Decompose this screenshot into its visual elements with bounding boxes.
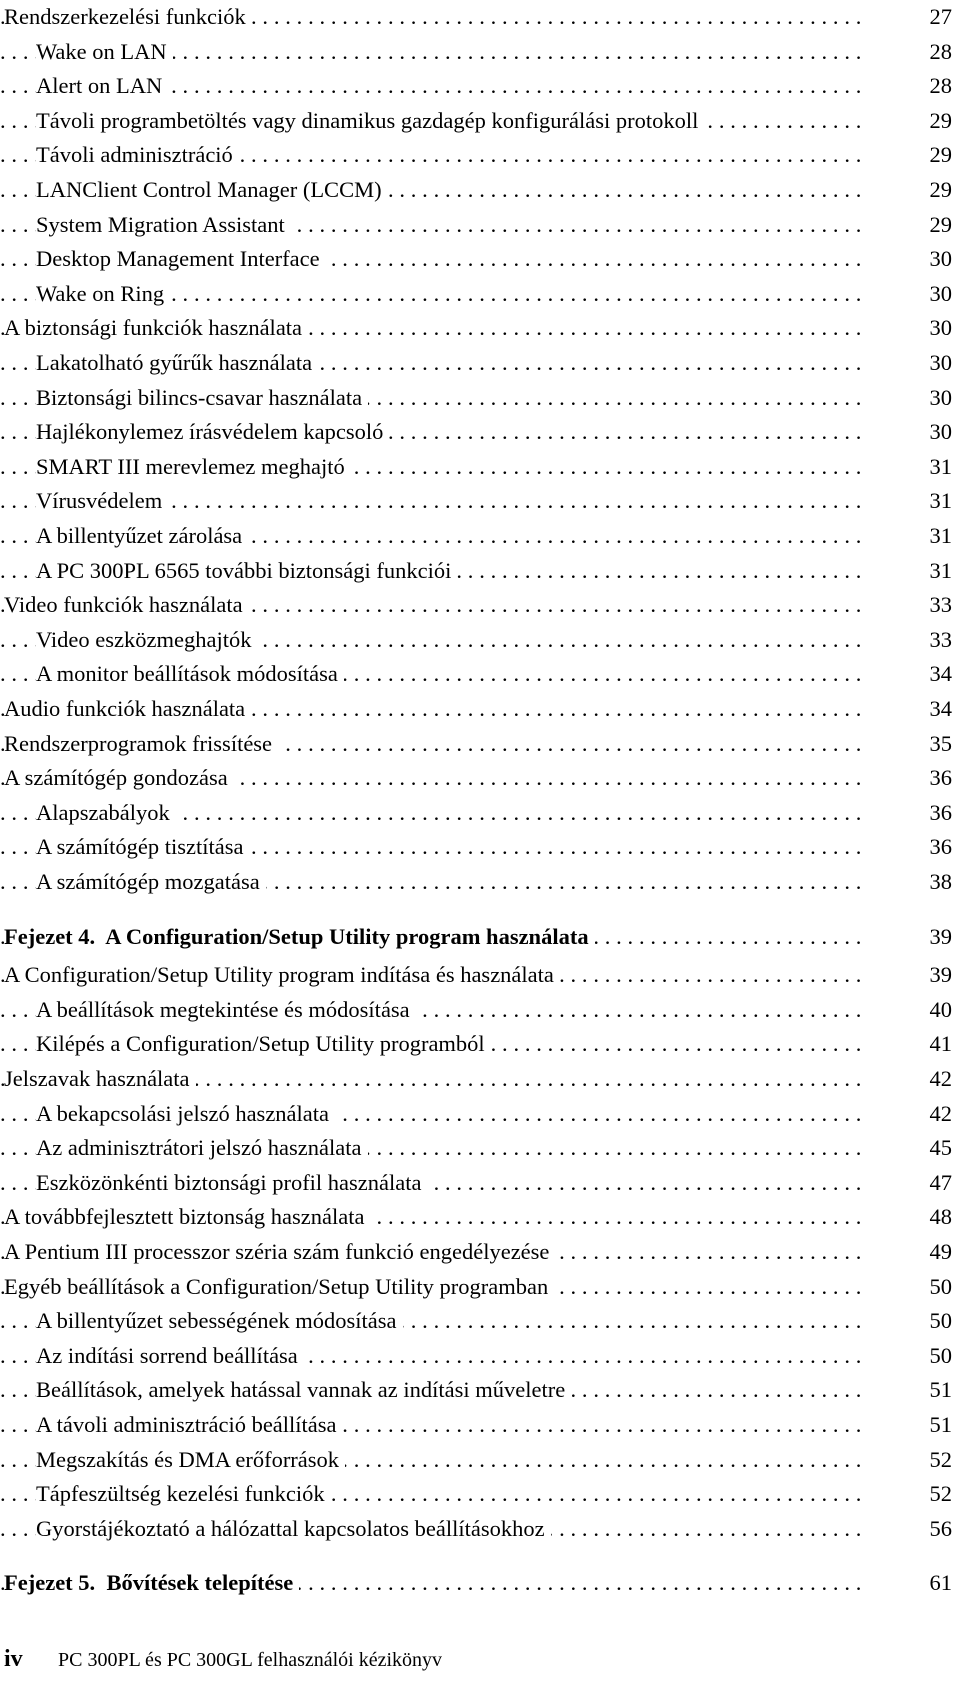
toc-entry-title — [4, 1566, 299, 1600]
toc-entry-page-number: 30 — [929, 246, 952, 272]
toc-entry[interactable] — [0, 1512, 960, 1546]
toc-entry-title: Egyéb beállítások a Configuration/Setup Utility programban — [4, 1270, 554, 1304]
toc-entry-title: Rendszerprogramok frissítése — [4, 727, 278, 761]
footer-page-number: iv — [4, 1646, 23, 1672]
toc-entry-page-number: 30 — [929, 419, 952, 445]
toc-entry-page-number: 51 — [929, 1412, 952, 1437]
toc-entry-page-number: 50 — [929, 1342, 952, 1368]
toc-entry[interactable] — [0, 1027, 960, 1061]
toc-entry[interactable] — [0, 1373, 960, 1407]
toc-entry-title: Rendszerkezelési funkciók — [4, 0, 252, 34]
toc-entry-title: System Migration Assistant — [36, 208, 291, 242]
toc-entry-title: Alert on LAN — [36, 69, 168, 103]
toc-entry-page-number: 61 — [929, 1570, 952, 1596]
chapter-label-spacer — [95, 1570, 106, 1595]
toc-entry-title: Audio funkciók használata — [4, 692, 251, 726]
toc-entry-page-number: 33 — [929, 592, 952, 618]
toc-entry-page-number: 31 — [929, 557, 952, 583]
toc-entry-title: A Configuration/Setup Utility program indítása és használata — [4, 958, 560, 992]
toc-entry-page-number: 39 — [929, 962, 952, 988]
toc-entry[interactable] — [0, 1304, 960, 1338]
toc-entry-page-number: 50 — [929, 1308, 952, 1334]
toc-entry-title: A számítógép tisztítása — [36, 830, 249, 864]
toc-entry-title: Tápfeszültség kezelési funkciók — [36, 1477, 331, 1511]
toc-entry[interactable] — [0, 1166, 960, 1200]
toc-entry-title: Hajlékonylemez írásvédelem kapcsoló — [36, 415, 389, 449]
toc-entry-title: Megszakítás és DMA erőforrások — [36, 1443, 345, 1477]
toc-entry[interactable] — [0, 346, 960, 380]
toc-entry[interactable] — [0, 1097, 960, 1131]
toc-entry-page-number: 39 — [929, 923, 952, 949]
toc-entry[interactable] — [0, 208, 960, 242]
toc-entry[interactable] — [0, 796, 960, 830]
toc-entry[interactable] — [0, 1131, 960, 1165]
toc-entry-page-number: 40 — [929, 996, 952, 1022]
toc-entry-page-number: 52 — [929, 1481, 952, 1507]
toc-entry[interactable] — [0, 1408, 960, 1442]
toc-entry[interactable] — [0, 1477, 960, 1511]
toc-entry-page-number: 34 — [929, 661, 952, 687]
toc-entry-title: Video funkciók használata — [4, 588, 249, 622]
toc-entry-title: A beállítások megtekintése és módosítása — [36, 993, 416, 1027]
toc-entry[interactable] — [0, 242, 960, 276]
toc-entry-page-number: 36 — [929, 799, 952, 825]
footer-book-title: PC 300PL és PC 300GL felhasználói kézikönyv — [58, 1649, 443, 1671]
toc-entry-page-number: 49 — [929, 1239, 952, 1264]
toc-entry[interactable] — [0, 958, 960, 992]
toc-entry-page-number: 30 — [929, 315, 952, 341]
toc-entry-page-number: 47 — [929, 1169, 952, 1195]
toc-entry-page-number: 29 — [929, 142, 952, 168]
toc-entry[interactable] — [0, 1200, 960, 1234]
toc-entry-title: A számítógép gondozása — [4, 761, 234, 795]
toc-entry[interactable] — [0, 623, 960, 657]
toc-entry[interactable] — [0, 35, 960, 69]
toc-entry-page-number: 52 — [929, 1446, 952, 1472]
toc-entry[interactable] — [0, 69, 960, 103]
toc-chapter-entry[interactable] — [0, 1566, 960, 1600]
toc-entry[interactable] — [0, 588, 960, 622]
page-footer — [0, 1640, 960, 1680]
toc-entry[interactable] — [0, 104, 960, 138]
toc-entry-page-number: 29 — [929, 211, 952, 237]
toc-entry-page-number: 31 — [929, 453, 952, 479]
chapter-title: Bővítések telepítése — [106, 1570, 294, 1596]
toc-entry-title: A Pentium III processzor széria szám funkció engedélyezése — [4, 1235, 555, 1269]
toc-entry-title: Wake on Ring — [36, 277, 170, 311]
toc-entry-title: Vírusvédelem — [36, 484, 168, 518]
toc-entry-title: A távoli adminisztráció beállítása — [36, 1408, 343, 1442]
toc-entry-page-number: 28 — [929, 38, 952, 64]
toc-entry[interactable] — [0, 138, 960, 172]
toc-entry[interactable] — [0, 519, 960, 553]
toc-entry-page-number: 33 — [929, 626, 952, 652]
toc-entry-title: Kilépés a Configuration/Setup Utility programból — [36, 1027, 491, 1061]
toc-entry-page-number: 42 — [929, 1100, 952, 1126]
toc-entry-title: Jelszavak használata — [4, 1062, 196, 1096]
toc-entry-title: Biztonsági bilincs-csavar használata — [36, 381, 368, 415]
toc-entry-page-number: 48 — [929, 1204, 952, 1230]
chapter-label: Fejezet 4. — [4, 923, 96, 949]
toc-chapter-entry[interactable] — [0, 920, 960, 954]
toc-entry-title: A PC 300PL 6565 további biztonsági funkciói — [36, 554, 457, 588]
toc-entry[interactable] — [0, 0, 960, 34]
toc-entry[interactable] — [0, 415, 960, 449]
toc-entry[interactable] — [0, 692, 960, 726]
toc-entry[interactable] — [0, 554, 960, 588]
toc-entry-page-number: 34 — [929, 696, 952, 721]
toc-entry-title: LANClient Control Manager (LCCM) — [36, 173, 388, 207]
toc-entry-title: A számítógép mozgatása — [36, 865, 266, 899]
toc-entry-page-number: 30 — [929, 384, 952, 410]
toc-entry-page-number: 29 — [929, 107, 952, 133]
toc-entry-title: A bekapcsolási jelszó használata — [36, 1097, 335, 1131]
toc-entry[interactable] — [0, 761, 960, 795]
toc-entry[interactable] — [0, 381, 960, 415]
toc-entry-page-number: 31 — [929, 488, 952, 514]
toc-entry[interactable] — [0, 277, 960, 311]
toc-entry-title: Alapszabályok — [36, 796, 176, 830]
toc-entry-title: A billentyűzet sebességének módosítása — [36, 1304, 403, 1338]
toc-entry[interactable] — [0, 657, 960, 691]
toc-entry[interactable] — [0, 1062, 960, 1096]
toc-entry-title: Távoli programbetöltés vagy dinamikus gazdagép konfigurálási protokoll — [36, 104, 704, 138]
toc-entry-title: Gyorstájékoztató a hálózattal kapcsolatos beállításokhoz — [36, 1512, 551, 1546]
toc-entry[interactable] — [0, 830, 960, 864]
toc-entry-title: Wake on LAN — [36, 35, 173, 69]
toc-entry-title: Eszközönkénti biztonsági profil használata — [36, 1166, 428, 1200]
toc-entry[interactable] — [0, 1235, 960, 1269]
toc-entry-page-number: 28 — [929, 73, 952, 99]
chapter-label-spacer — [95, 924, 105, 949]
toc-entry-title: Video eszközmeghajtók — [36, 623, 257, 657]
toc-entry-page-number: 31 — [929, 523, 952, 548]
toc-entry-page-number: 56 — [929, 1515, 952, 1541]
toc-entry-title: Távoli adminisztráció — [36, 138, 239, 172]
toc-entry[interactable] — [0, 484, 960, 518]
toc-entry-page-number: 45 — [929, 1135, 952, 1161]
toc-entry-title: Az indítási sorrend beállítása — [36, 1339, 304, 1373]
toc-entry-title: A billentyűzet zárolása — [36, 519, 248, 553]
toc-entry-title: Beállítások, amelyek hatással vannak az indítási műveletre — [36, 1373, 571, 1407]
toc-entry-title: SMART III merevlemez meghajtó — [36, 450, 351, 484]
toc-entry-page-number: 51 — [929, 1377, 952, 1403]
toc-entry[interactable] — [0, 1339, 960, 1373]
toc-entry-title — [4, 920, 595, 954]
toc-entry-page-number: 29 — [929, 177, 952, 202]
toc-entry[interactable] — [0, 450, 960, 484]
toc-entry-page-number: 30 — [929, 280, 952, 306]
toc-entry-page-number: 35 — [929, 730, 952, 756]
toc-entry-title: A monitor beállítások módosítása — [36, 657, 344, 691]
toc-entry-page-number: 36 — [929, 834, 952, 860]
toc-entry-title: Az adminisztrátori jelszó használata — [36, 1131, 368, 1165]
toc-entry[interactable] — [0, 727, 960, 761]
chapter-label: Fejezet 5. — [4, 1570, 96, 1596]
toc-entry-title: A továbbfejlesztett biztonság használata — [4, 1200, 371, 1234]
toc-entry[interactable] — [0, 173, 960, 207]
toc-entry-page-number: 36 — [929, 765, 952, 791]
toc-entry-page-number: 42 — [929, 1066, 952, 1091]
chapter-title: A Configuration/Setup Utility program használata — [105, 923, 589, 949]
toc-entry[interactable] — [0, 993, 960, 1027]
toc-entry-page-number: 30 — [929, 350, 952, 375]
toc-entry[interactable] — [0, 1443, 960, 1477]
toc-entry-title: A biztonsági funkciók használata — [4, 311, 308, 345]
toc-entry[interactable] — [0, 1270, 960, 1304]
toc-entry[interactable] — [0, 311, 960, 345]
toc-entry-page-number: 41 — [929, 1031, 952, 1057]
toc-entry-title: Desktop Management Interface — [36, 242, 326, 276]
toc-entry-page-number: 27 — [929, 4, 952, 29]
toc-entry[interactable] — [0, 865, 960, 899]
toc-entry-page-number: 38 — [929, 869, 952, 894]
toc-entry-page-number: 50 — [929, 1273, 952, 1299]
toc-entry-title: Lakatolható gyűrűk használata — [36, 346, 318, 380]
